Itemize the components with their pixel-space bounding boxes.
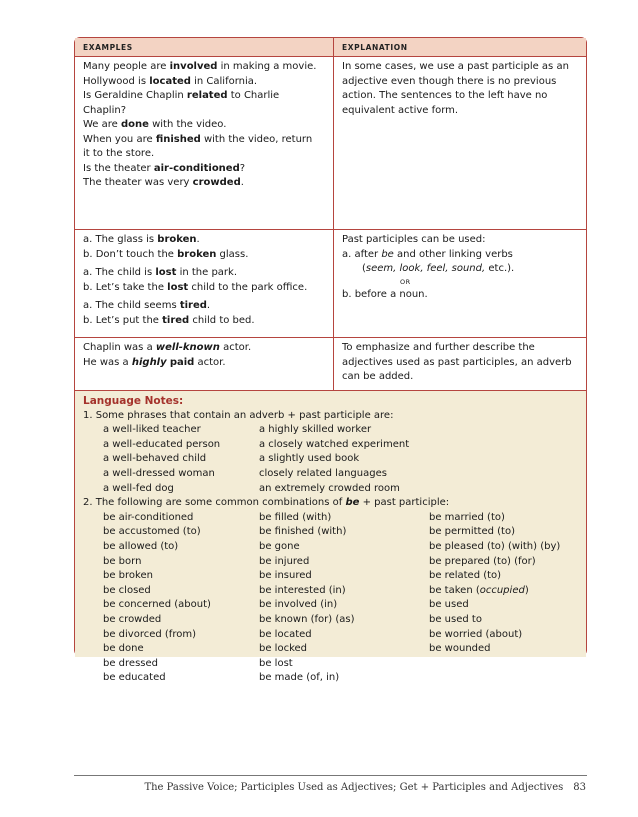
row1-example-text: with the video.	[148, 119, 227, 130]
combination-item: be dressed	[103, 657, 158, 669]
row2-example-text: b. Don’t touch the	[83, 248, 178, 260]
row3-example-text: actor.	[219, 342, 252, 353]
row1-example-line	[83, 176, 328, 191]
combination-item: be taken (occupied)	[429, 584, 529, 596]
combination-item: be accustomed (to)	[103, 526, 201, 538]
page-number: 83	[573, 782, 586, 793]
chart-header	[75, 38, 586, 57]
row2-example-text: tired	[162, 314, 190, 326]
page-footer	[144, 782, 586, 793]
row1-example-text: related	[186, 90, 228, 101]
combination-item: be wounded	[429, 643, 491, 655]
combination-item: be educated	[103, 672, 166, 684]
row1-example-line	[83, 60, 328, 75]
row2-example-text: child to bed.	[189, 314, 255, 326]
row2-example-text: .	[196, 234, 200, 245]
combination-item: be married (to)	[429, 511, 505, 523]
row3-example-text: well-known	[155, 342, 220, 353]
row3-example-text: highly	[131, 356, 167, 368]
chart-row-3	[75, 338, 586, 391]
row3-example-text: Chaplin was a	[83, 342, 156, 353]
row2-example-text: a. The child is	[83, 267, 156, 278]
row1-example-text: Is Geraldine Chaplin	[83, 90, 187, 101]
row1-example-line	[83, 75, 328, 90]
phrase-item: a slightly used book	[259, 453, 360, 465]
row1-example-text: We are	[83, 119, 121, 130]
row2-example-line	[83, 233, 328, 248]
row2-example-text: child to the park office.	[188, 281, 308, 293]
note-2: 2. The following are some common combinations of be + past participle:	[83, 497, 450, 509]
row1-example-text: Chaplin?	[83, 104, 126, 116]
row3-example-line	[83, 341, 328, 356]
row1-example-text: Hollywood is	[83, 75, 150, 87]
row1-example-text: to Charlie	[227, 90, 280, 101]
row2-example-text: tired	[179, 300, 207, 311]
phrase-item: a closely watched experiment	[259, 438, 410, 450]
combination-item: be lost	[259, 657, 293, 669]
row1-example-text: involved	[169, 61, 218, 72]
language-notes-title: Language Notes:	[83, 395, 184, 407]
combination-item	[429, 657, 569, 672]
row2-example-text: b. Let’s take the	[83, 281, 168, 293]
row3-example-text: paid	[169, 356, 195, 368]
combination-item: be filled (with)	[259, 511, 332, 523]
combination-item: be injured	[259, 555, 310, 567]
note-1: 1. Some phrases that contain an adverb + past participle are:	[83, 409, 394, 421]
phrase-item: a highly skilled worker	[259, 424, 372, 436]
row1-example-text: crowded	[192, 177, 241, 188]
row1-example-text: it to the store.	[83, 148, 155, 159]
row2-example-text: glass.	[216, 248, 249, 260]
note-2-combinations	[83, 511, 569, 686]
row2-expl-b: b. before a noun.	[342, 288, 428, 300]
row2-example-text: .	[206, 300, 211, 311]
phrase-item: a well-dressed woman	[103, 467, 215, 479]
row2-example-text: a. The glass is	[83, 234, 158, 245]
footer-title: The Passive Voice; Participles Used as Adjectives; Get + Participles and Adjectives	[144, 782, 564, 793]
note-1-phrases	[83, 423, 569, 496]
combination-item: be air-conditioned	[103, 511, 194, 523]
row2-example-text: broken	[157, 234, 197, 245]
combination-item: be used	[429, 599, 469, 611]
combination-item: be involved (in)	[259, 599, 338, 611]
row2-expl-a: a. after be and other linking verbs	[342, 248, 513, 260]
row3-example-text: actor.	[194, 356, 226, 368]
phrase-item: an extremely crowded room	[259, 482, 400, 494]
combination-item: be broken	[103, 570, 153, 582]
combination-item-italic: occupied	[479, 584, 525, 596]
row2-example-text: in the park.	[176, 267, 238, 278]
combination-item: be used to	[429, 613, 482, 625]
combination-item: be crowded	[103, 613, 162, 625]
combination-item: be pleased (to) (with) (by)	[429, 540, 561, 552]
row1-example-text: air-conditioned	[153, 162, 240, 174]
combination-item: be born	[103, 555, 142, 567]
combination-item: be done	[103, 643, 144, 655]
row2-explanation	[342, 230, 582, 302]
phrase-item: a well-fed dog	[103, 482, 174, 494]
row2-example-text: broken	[177, 248, 217, 260]
explanation-heading: EXPLANATION	[342, 43, 408, 52]
combination-item: be prepared (to) (for)	[429, 555, 536, 567]
phrase-item: closely related languages	[259, 467, 387, 479]
row2-example-text: lost	[167, 281, 189, 293]
combination-item: be closed	[103, 584, 151, 596]
combination-item: be made (of, in)	[259, 672, 340, 684]
row2-examples	[83, 230, 328, 328]
combination-item: be concerned (about)	[103, 599, 211, 611]
row2-example-line	[83, 299, 328, 314]
grammar-chart	[74, 37, 587, 684]
row2-example-text: a. The child seems	[83, 300, 180, 311]
row1-example-text: .	[240, 177, 244, 188]
row3-examples	[83, 338, 328, 370]
row1-example-line	[83, 147, 328, 162]
row3-explanation-line: To emphasize and further describe the	[342, 342, 535, 353]
row1-explanation-line: equivalent active form.	[342, 104, 459, 116]
language-notes	[75, 391, 586, 684]
combination-item: be permitted (to)	[429, 526, 515, 538]
row2-expl-or: OR	[400, 277, 411, 286]
combination-item: be interested (in)	[259, 584, 346, 596]
phrase-item: a well-liked teacher	[103, 424, 201, 436]
row1-explanation-line: adjective even though there is no previous	[342, 75, 557, 87]
row1-example-text: in making a movie.	[217, 61, 317, 72]
row2-example-line	[83, 266, 328, 281]
row1-example-text: done	[120, 119, 149, 130]
row2-example-line	[83, 281, 328, 296]
combination-item: be gone	[259, 540, 300, 552]
row1-example-text: Many people are	[83, 61, 170, 72]
row1-example-text: with the video, return	[200, 133, 313, 145]
row2-example-text: b. Let’s put the	[83, 314, 163, 326]
combination-item: be worried (about)	[429, 628, 523, 640]
row1-example-text: Is the theater	[83, 162, 154, 174]
combination-item: be insured	[259, 570, 312, 582]
row1-example-text: The theater was very	[83, 177, 193, 188]
row3-example-text: He was a	[83, 356, 132, 368]
language-notes-body	[83, 394, 569, 686]
row1-example-text: in California.	[190, 75, 258, 87]
combination-item	[429, 671, 569, 686]
combination-item: be located	[259, 628, 312, 640]
row1-explanation	[342, 57, 582, 118]
row3-explanation-line: can be added.	[342, 371, 414, 382]
combination-item: be divorced (from)	[103, 628, 196, 640]
row1-example-line	[83, 133, 328, 148]
row2-expl-intro: Past participles can be used:	[342, 234, 486, 245]
row1-example-line	[83, 162, 328, 177]
row1-example-line	[83, 89, 328, 104]
examples-heading: EXAMPLES	[83, 43, 133, 52]
row1-example-line	[83, 118, 328, 133]
combination-item: be finished (with)	[259, 526, 347, 538]
row1-examples	[83, 57, 328, 191]
row1-example-text: ?	[239, 162, 246, 174]
row1-example-text: located	[149, 75, 191, 87]
chart-row-2	[75, 230, 586, 338]
row2-expl-a-verbs: (seem, look, feel, sound, etc.).	[362, 263, 515, 274]
row3-explanation-line: adjectives used as past participles, an adverb	[342, 356, 572, 368]
chart-row-1	[75, 57, 586, 230]
combination-item: be related (to)	[429, 570, 502, 582]
row3-explanation	[342, 338, 582, 385]
row1-example-line	[83, 104, 328, 119]
row2-example-line	[83, 314, 328, 329]
row1-explanation-line: action. The sentences to the left have no	[342, 90, 548, 101]
row1-explanation-line: In some cases, we use a past participle as an	[342, 61, 569, 72]
combination-item: be known (for) (as)	[259, 613, 355, 625]
phrase-item: a well-behaved child	[103, 453, 207, 465]
footer-rule	[74, 775, 587, 776]
phrase-item: a well-educated person	[103, 438, 221, 450]
row2-example-line	[83, 248, 328, 263]
row2-example-text: lost	[155, 267, 177, 278]
row1-example-text: When you are	[83, 133, 156, 145]
row3-example-line	[83, 356, 328, 371]
row1-example-text: finished	[155, 133, 201, 145]
combination-item: be locked	[259, 643, 308, 655]
combination-item: be allowed (to)	[103, 540, 179, 552]
column-divider	[333, 38, 334, 391]
